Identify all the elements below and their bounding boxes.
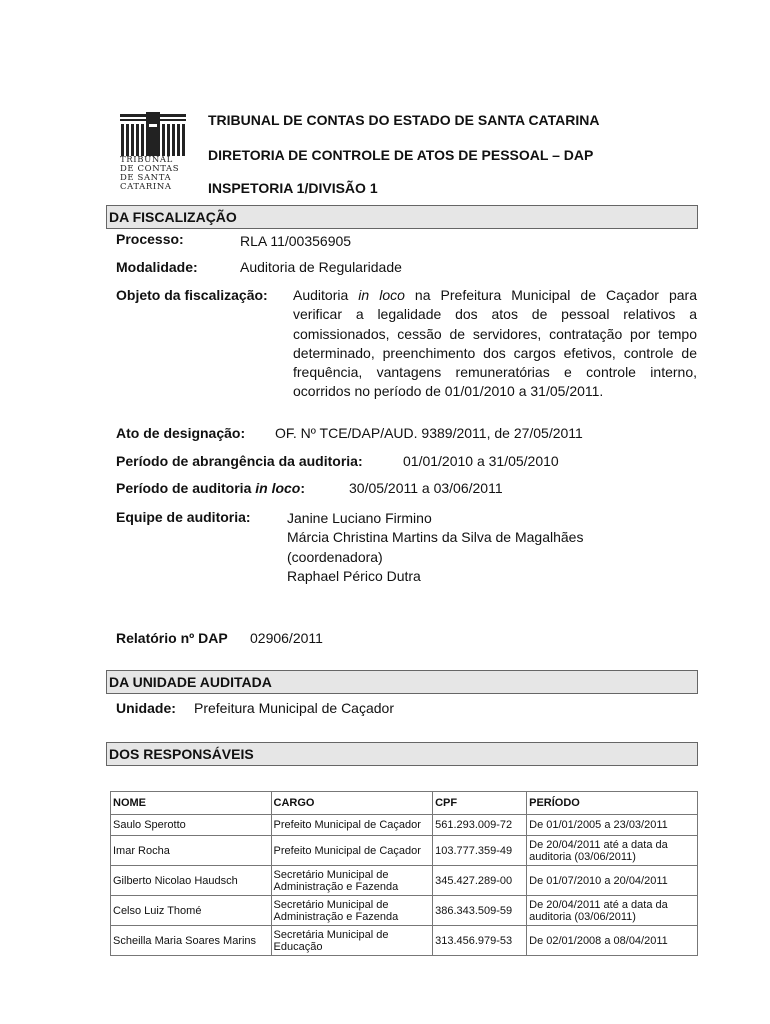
table-row bbox=[111, 926, 698, 956]
responsaveis-table bbox=[110, 791, 698, 956]
periodo-label-post: : bbox=[300, 480, 306, 496]
unidade-value: Prefeitura Municipal de Caçador bbox=[194, 700, 394, 716]
cell-nome: Scheilla Maria Soares Marins bbox=[111, 926, 272, 956]
abrangencia-value: 01/01/2010 a 31/05/2010 bbox=[403, 453, 559, 469]
equipe-member: Janine Luciano Firmino bbox=[287, 510, 432, 526]
header-diretoria: DIRETORIA DE CONTROLE DE ATOS DE PESSOAL – DAP bbox=[208, 147, 594, 163]
modalidade-label: Modalidade: bbox=[116, 259, 198, 275]
logo-text-line: CATARINA bbox=[120, 182, 172, 192]
col-header-periodo: PERÍODO bbox=[527, 792, 698, 815]
ato-value: OF. Nº TCE/DAP/AUD. 9389/2011, de 27/05/2011 bbox=[275, 425, 583, 441]
table-row bbox=[111, 896, 698, 926]
modalidade-value: Auditoria de Regularidade bbox=[240, 259, 402, 275]
equipe-label: Equipe de auditoria: bbox=[116, 509, 251, 525]
periodo-label-pre: Período de auditoria bbox=[116, 480, 256, 496]
objeto-text-pre: Auditoria bbox=[293, 287, 359, 303]
cell-nome: Gilberto Nicolao Haudsch bbox=[111, 866, 272, 896]
unidade-label: Unidade: bbox=[116, 700, 176, 716]
col-header-cargo: CARGO bbox=[271, 792, 433, 815]
relatorio-value: 02906/2011 bbox=[250, 630, 323, 646]
equipe-member: Márcia Christina Martins da Silva de Magalhães bbox=[287, 529, 584, 546]
section-unidade-title: DA UNIDADE AUDITADA bbox=[106, 670, 698, 694]
objeto-label: Objeto da fiscalização: bbox=[116, 287, 268, 303]
cell-periodo: De 20/04/2011 até a data da auditoria (03/06/2011) bbox=[527, 896, 698, 926]
header-inspetoria: INSPETORIA 1/DIVISÃO 1 bbox=[208, 180, 378, 196]
section-fiscalizacao-title: DA FISCALIZAÇÃO bbox=[106, 205, 698, 229]
cell-cargo: Secretária Municipal de Educação bbox=[271, 926, 433, 956]
cell-periodo: De 02/01/2008 a 08/04/2011 bbox=[527, 926, 698, 956]
table-row bbox=[111, 866, 698, 896]
equipe-member: (coordenadora) bbox=[287, 548, 383, 565]
cell-periodo: De 20/04/2011 até a data da auditoria (03/06/2011) bbox=[527, 836, 698, 866]
objeto-text-italic: in loco bbox=[358, 287, 405, 303]
col-header-nome: NOME bbox=[111, 792, 272, 815]
cell-cpf: 313.456.979-53 bbox=[433, 926, 527, 956]
cell-cpf: 103.777.359-49 bbox=[433, 836, 527, 866]
ato-label: Ato de designação: bbox=[116, 425, 246, 441]
cell-nome: Imar Rocha bbox=[111, 836, 272, 866]
header-tribunal: TRIBUNAL DE CONTAS DO ESTADO DE SANTA CATARINA bbox=[208, 112, 600, 128]
table-header-row bbox=[111, 792, 698, 815]
cell-cpf: 386.343.509-59 bbox=[433, 896, 527, 926]
table-row bbox=[111, 815, 698, 836]
cell-periodo: De 01/07/2010 a 20/04/2011 bbox=[527, 866, 698, 896]
relatorio-label: Relatório nº DAP bbox=[116, 630, 228, 646]
logo-text-line: TRIBUNAL bbox=[120, 155, 173, 165]
processo-label: Processo: bbox=[116, 231, 184, 247]
periodo-label-italic: in loco bbox=[255, 480, 301, 496]
logo-text-line: DE SANTA bbox=[120, 173, 172, 183]
cell-periodo: De 01/01/2005 a 23/03/2011 bbox=[527, 815, 698, 836]
processo-value: RLA 11/00356905 bbox=[240, 233, 352, 249]
cell-nome: Celso Luiz Thomé bbox=[111, 896, 272, 926]
cell-cargo: Secretário Municipal de Administração e Fazenda bbox=[271, 866, 433, 896]
col-header-cpf: CPF bbox=[433, 792, 527, 815]
tribunal-logo bbox=[118, 108, 188, 192]
objeto-text-post: na Prefeitura Municipal de Caçador para verificar a legalidade dos atos de pessoal relativos a comissionados, cessão de servidores, contratação por tempo determinado, preenchimento dos cargos efetivos, controle de frequência, vantagens remuneratórias e controle interno, ocorridos no período de 01/01/2010 a 31/05/2011. bbox=[293, 287, 697, 400]
cell-cargo: Prefeito Municipal de Caçador bbox=[271, 815, 433, 836]
cell-nome: Saulo Sperotto bbox=[111, 815, 272, 836]
periodo-auditoria-value: 30/05/2011 a 03/06/2011 bbox=[349, 480, 503, 496]
cell-cargo: Secretário Municipal de Administração e Fazenda bbox=[271, 896, 433, 926]
abrangencia-label: Período de abrangência da auditoria: bbox=[116, 453, 363, 469]
periodo-auditoria-label bbox=[116, 480, 305, 496]
logo-text-line: DE CONTAS bbox=[120, 164, 180, 174]
equipe-list bbox=[287, 509, 583, 586]
table-row bbox=[111, 836, 698, 866]
cell-cpf: 561.293.009-72 bbox=[433, 815, 527, 836]
section-responsaveis-title: DOS RESPONSÁVEIS bbox=[106, 742, 698, 766]
cell-cpf: 345.427.289-00 bbox=[433, 866, 527, 896]
equipe-member: Raphael Périco Dutra bbox=[287, 567, 421, 584]
cell-cargo: Prefeito Municipal de Caçador bbox=[271, 836, 433, 866]
objeto-value bbox=[293, 286, 697, 402]
